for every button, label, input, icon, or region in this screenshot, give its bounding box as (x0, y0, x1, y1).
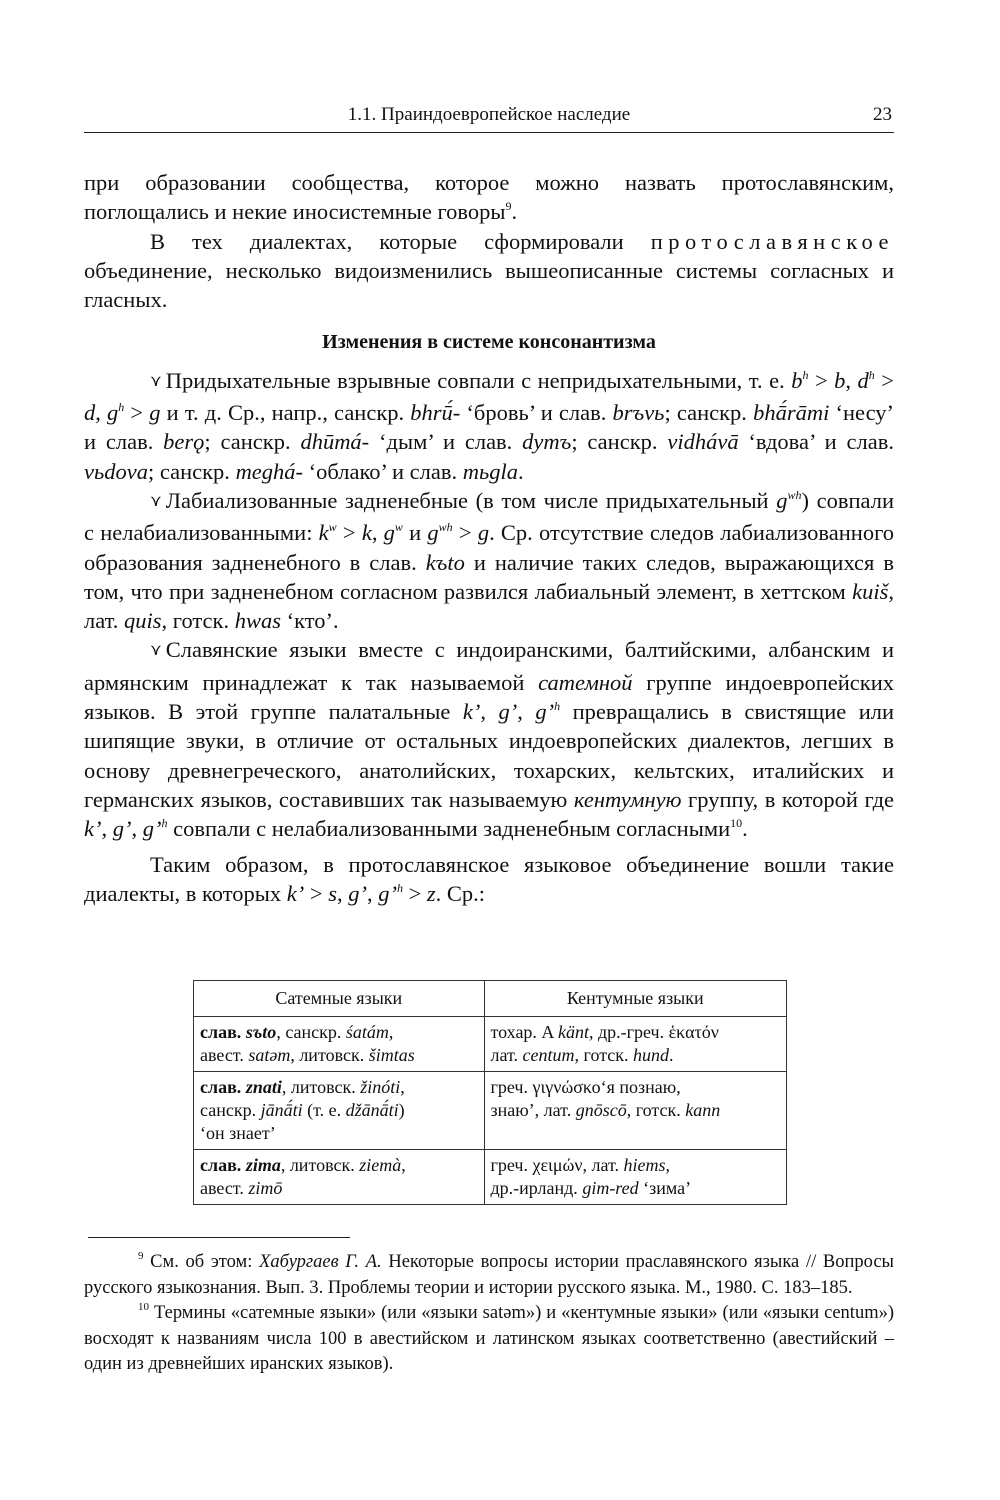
table-cell: греч. χειμών, лат. hiems, др.-ирланд. gim-red ‘зима’ (484, 1150, 787, 1205)
footnote-divider (88, 1237, 350, 1238)
table-cell: греч. γιγνώσκο‘я познаю, знаю’, лат. gnōscō, готск. kann (484, 1072, 787, 1150)
spaced-emphasis: протославянское (650, 228, 894, 254)
satem-centum-table (193, 980, 787, 1205)
header-centum: Кентумные языки (484, 981, 787, 1017)
paragraph-final: Таким образом, в протославянское языковое объединение вошли такие диалекты, в которых k’ > s, g’, g’$^h$ > z. Ср.: (84, 851, 894, 906)
section-subheading: Изменения в системе консонантизма (322, 331, 656, 354)
footnotes (84, 1250, 894, 1378)
table-row (194, 1150, 787, 1205)
table-cell: слав. znati, литовск. žinóti, санскр. jānā́ti (т. е. džānā́ti) ‘он знает’ (194, 1072, 485, 1150)
running-header (84, 100, 894, 133)
footnote-ref-9[interactable]: 9 (505, 199, 512, 214)
running-title: 1.1. Праиндоевропейское наследие (347, 104, 631, 125)
footnote-number: 10 (138, 1301, 149, 1313)
table-row (194, 1072, 787, 1150)
check-bullet-icon: ⋎ (150, 492, 162, 510)
page-number: 23 (873, 104, 892, 125)
table-row (194, 1017, 787, 1072)
table-cell: слав. sъto, санскр. śatám, авест. satəm, литовск. šimtas (194, 1017, 485, 1072)
footnote-number: 9 (138, 1250, 144, 1262)
bullet-paragraph-1: ⋎ Придыхательные взрывные совпали с непридыхательными, т. е. $b^h > b$, $d^h > d$, $g^h > g$ и т. д. Ср., напр., санскр. bhrū́- ‘бровь’ и слав. brъvь; санскр. bhā́rāmi ‘несу’ и слав. berǫ; санскр. dhūmá- ‘дым’ и слав. dymъ; санскр. vidhávā ‘вдова’ и слав. vьdova; санскр. meghá- ‘облако’ и слав. mьgla. (84, 367, 895, 484)
table-cell: слав. zima, литовск. ziemà, авест. zimō (194, 1150, 485, 1205)
comparison-table-wrapper (193, 980, 787, 1205)
footnote-ref-10[interactable]: 10 (730, 816, 743, 831)
footnote-author: Хабургаев Г. А. (259, 1252, 382, 1272)
check-bullet-icon: ⋎ (150, 372, 162, 390)
bullet-paragraph-3: ⋎ Славянские языки вместе с индоиранскими, балтийскими, албанским и армянским принадлежат к так называемой сатемной группе индоевропейских языков. В этой группе палатальные k’, g’, g’$^h$ превращались в свистящие или шипящие звуки, в отличие от остальных индоевропейских диалектов, легших в основу древнегреческого, анатолийских, тохарских, кельтских, италийских и германских языков, составивших так называемую кентумную группу, в которой где k’, g’, g’$^h$ совпали с нелабиализованными задненебным согласными$^{10}$. (84, 637, 895, 842)
body-text (84, 168, 894, 908)
table-header-row (194, 981, 787, 1017)
paragraph-1: при образовании сообщества, которое можно назвать протославянским, поглощались и некие иносистемные говоры$^9$. (84, 170, 894, 225)
table-cell: тохар. A känt, др.-греч. ἑκατόν лат. centum, готск. hund. (484, 1017, 787, 1072)
footnote-9: $^9$ См. об этом: Хабургаев Г. А. Некоторые вопросы истории праславянского языка // Вопросы русского языкознания. Вып. 3. Проблемы теории и истории русского языка. М., 1980. С. 183–185. (84, 1250, 894, 1298)
header-satem: Сатемные языки (194, 981, 485, 1017)
bullet-paragraph-2: ⋎ Лабиализованные задненебные (в том числе придыхательный $g^{wh}$) совпали с нелабиализованными: $k^w > k$, $g^w$ и $g^{wh} > g$. Ср. отсутствие следов лабиализованного образования задненебного в слав. kъto и наличие таких следов, выражающихся в том, что при задненебном согласном развился лабиальный элемент, в хеттском kuiš, лат. quis, готск. hwas ‘кто’. (84, 487, 894, 634)
paragraph-2: В тех диалектах, которые сформировали протославянское объединение, несколько видоизменились вышеописанные системы согласных и гласных. (84, 228, 894, 313)
check-bullet-icon: ⋎ (150, 642, 162, 660)
footnote-10: $^{10}$ Термины «сатемные языки» (или «языки satəm») и «кентумные языки» (или «языки centum») восходят к названиям числа 100 в авестийском и латинском языках соответственно (авестийский – один из древнейших иранских языков). (84, 1301, 894, 1374)
